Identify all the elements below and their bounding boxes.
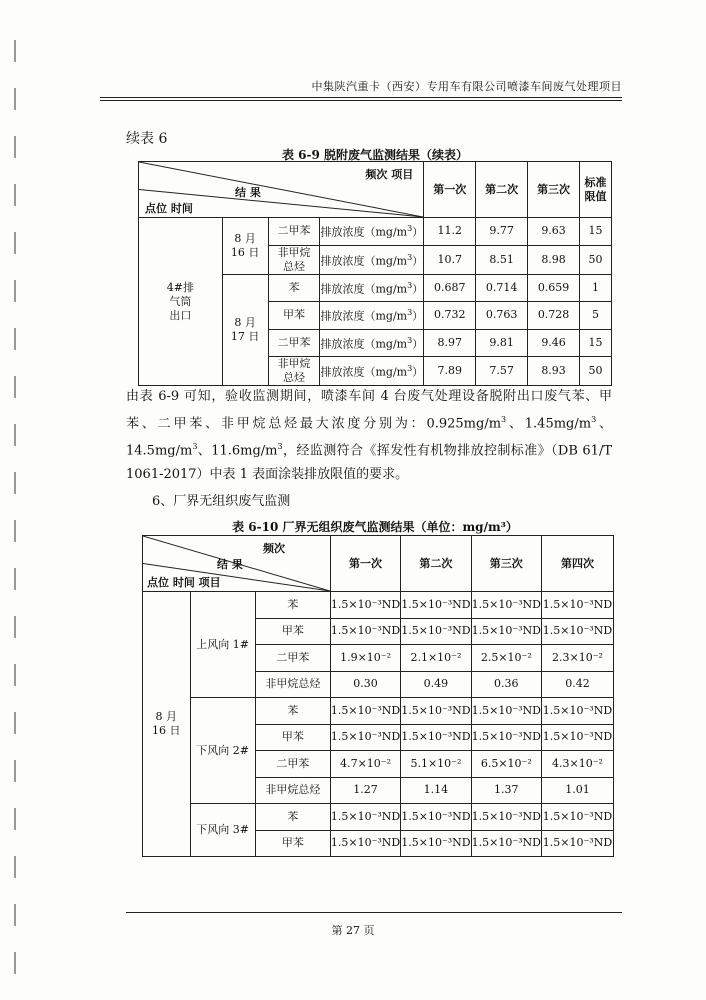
- value-cell: 1.5×10⁻³ND: [401, 592, 471, 619]
- metric-text: 排放浓度（mg/m: [320, 254, 408, 268]
- value-cell: 2.1×10⁻²: [401, 645, 471, 672]
- metric-cell: [320, 357, 424, 386]
- column-header: 第一次: [424, 162, 476, 218]
- metric-unit-sup: 3: [407, 364, 413, 374]
- site-cell: 下风向 2#: [190, 698, 255, 804]
- value-cell: 9.46: [528, 329, 580, 357]
- metric-cell: [320, 274, 424, 302]
- value-cell: 1.5×10⁻³ND: [330, 618, 400, 645]
- corner-bottom-label: 点位 时间: [145, 202, 193, 215]
- metric-end: ）: [412, 337, 424, 351]
- value-cell: 1.01: [541, 777, 613, 804]
- binding-mark: [14, 40, 16, 62]
- binding-mark: [14, 808, 16, 830]
- value-cell: 1.37: [471, 777, 541, 804]
- pollutant-cell: 二甲苯: [255, 645, 330, 672]
- pollutant-cell: 甲苯: [255, 618, 330, 645]
- column-header: 第三次: [528, 162, 580, 218]
- pollutant-cell: 非甲烷总烃: [255, 671, 330, 698]
- pollutant-cell: 非甲烷 总烃: [268, 357, 320, 386]
- table-6-9-caption: 表 6-9 脱附废气监测结果（续表）: [281, 148, 469, 162]
- binding-mark: [14, 856, 16, 878]
- binding-mark: [14, 328, 16, 350]
- value-cell: 1.5×10⁻³ND: [471, 618, 541, 645]
- corner-top-label: 频次 项目: [365, 168, 414, 181]
- site-cell: 上风向 1#: [190, 592, 255, 698]
- value-cell: 1.5×10⁻³ND: [471, 830, 541, 857]
- table-6-10-corner: [143, 536, 331, 592]
- value-cell: 1: [580, 274, 612, 302]
- column-header: 第四次: [541, 536, 613, 592]
- pollutant-cell: 二甲苯: [255, 751, 330, 778]
- binding-mark: [14, 712, 16, 734]
- pollutant-cell: 苯: [268, 274, 320, 302]
- value-cell: 11.2: [424, 218, 476, 246]
- value-cell: 1.5×10⁻³ND: [330, 592, 400, 619]
- metric-cell: [320, 245, 424, 274]
- value-cell: 1.5×10⁻³ND: [401, 698, 471, 725]
- metric-unit-sup: 3: [407, 308, 413, 318]
- pollutant-cell: 苯: [255, 698, 330, 725]
- value-cell: 0.30: [330, 671, 400, 698]
- table-6-9-corner: [139, 162, 424, 218]
- binding-mark: [14, 280, 16, 302]
- pollutant-cell: 甲苯: [255, 724, 330, 751]
- value-cell: 8.97: [424, 329, 476, 357]
- value-cell: 1.5×10⁻³ND: [330, 804, 400, 831]
- column-header: 第二次: [401, 536, 471, 592]
- section-title: 6、厂界无组织废气监测: [152, 494, 291, 509]
- value-cell: 1.5×10⁻³ND: [401, 830, 471, 857]
- metric-end: ）: [412, 310, 424, 324]
- value-cell: 9.77: [476, 218, 528, 246]
- value-cell: 0.763: [476, 302, 528, 330]
- pollutant-cell: 非甲烷 总烃: [268, 245, 320, 274]
- binding-mark: [14, 616, 16, 638]
- date-cell: 8 月 16 日: [143, 592, 191, 857]
- metric-text: 排放浓度（mg/m: [320, 310, 408, 324]
- value-cell: 50: [580, 245, 612, 274]
- binding-mark: [14, 136, 16, 158]
- table-6-10: [142, 535, 614, 857]
- column-header: 第三次: [471, 536, 541, 592]
- value-cell: 0.728: [528, 302, 580, 330]
- table-row: [143, 804, 614, 831]
- value-cell: 0.714: [476, 274, 528, 302]
- table-6-9: [138, 161, 612, 386]
- value-cell: 9.81: [476, 329, 528, 357]
- value-cell: 0.36: [471, 671, 541, 698]
- value-cell: 0.732: [424, 302, 476, 330]
- metric-text: 排放浓度（mg/m: [320, 282, 408, 296]
- binding-mark: [14, 952, 16, 974]
- metric-end: ）: [412, 226, 424, 240]
- page-number: 第 27 页: [331, 924, 375, 937]
- metric-text: 排放浓度（mg/m: [320, 337, 408, 351]
- pollutant-cell: 甲苯: [255, 830, 330, 857]
- column-header: 标准 限值: [580, 162, 612, 218]
- value-cell: 1.5×10⁻³ND: [541, 724, 613, 751]
- pollutant-cell: 甲苯: [268, 302, 320, 330]
- binding-mark: [14, 376, 16, 398]
- metric-text: 排放浓度（mg/m: [320, 226, 408, 240]
- value-cell: 1.5×10⁻³ND: [471, 698, 541, 725]
- site-cell: 下风向 3#: [190, 804, 255, 857]
- value-cell: 15: [580, 329, 612, 357]
- value-cell: 6.5×10⁻²: [471, 751, 541, 778]
- binding-marks: [14, 0, 22, 1000]
- pollutant-cell: 苯: [255, 804, 330, 831]
- value-cell: 1.5×10⁻³ND: [330, 698, 400, 725]
- footer-rule: [126, 912, 622, 913]
- value-cell: 8.93: [528, 357, 580, 386]
- continued-label: 续表 6: [126, 131, 168, 147]
- pollutant-cell: 苯: [255, 592, 330, 619]
- value-cell: 4.3×10⁻²: [541, 751, 613, 778]
- value-cell: 1.5×10⁻³ND: [330, 724, 400, 751]
- binding-mark: [14, 472, 16, 494]
- metric-cell: [320, 302, 424, 330]
- corner-middle-label: 结 果: [217, 558, 243, 571]
- value-cell: 10.7: [424, 245, 476, 274]
- metric-unit-sup: 3: [407, 252, 413, 262]
- value-cell: 5.1×10⁻²: [401, 751, 471, 778]
- binding-mark: [14, 424, 16, 446]
- value-cell: 8.51: [476, 245, 528, 274]
- value-cell: 0.42: [541, 671, 613, 698]
- metric-end: ）: [412, 254, 424, 268]
- value-cell: 5: [580, 302, 612, 330]
- value-cell: 1.5×10⁻³ND: [330, 830, 400, 857]
- corner-bottom-label: 点位 时间 项目: [147, 576, 221, 589]
- value-cell: 15: [580, 218, 612, 246]
- value-cell: 2.3×10⁻²: [541, 645, 613, 672]
- value-cell: 1.5×10⁻³ND: [401, 724, 471, 751]
- metric-unit-sup: 3: [407, 335, 413, 345]
- metric-cell: [320, 329, 424, 357]
- value-cell: 8.98: [528, 245, 580, 274]
- page-header: 中集陕汽重卡（西安）专用车有限公司喷漆车间废气处理项目: [100, 78, 622, 98]
- value-cell: 7.89: [424, 357, 476, 386]
- value-cell: 1.5×10⁻³ND: [541, 592, 613, 619]
- location-cell: 4#排 气筒 出口: [139, 218, 223, 386]
- value-cell: 1.9×10⁻²: [330, 645, 400, 672]
- value-cell: 1.5×10⁻³ND: [541, 804, 613, 831]
- binding-mark: [14, 232, 16, 254]
- pollutant-cell: 二甲苯: [268, 329, 320, 357]
- value-cell: 1.14: [401, 777, 471, 804]
- value-cell: 0.687: [424, 274, 476, 302]
- table-row: [143, 592, 614, 619]
- metric-end: ）: [412, 282, 424, 296]
- value-cell: 1.5×10⁻³ND: [541, 830, 613, 857]
- metric-unit-sup: 3: [407, 280, 413, 290]
- corner-middle-label: 结 果: [235, 186, 261, 199]
- column-header: 第二次: [476, 162, 528, 218]
- value-cell: 1.5×10⁻³ND: [401, 618, 471, 645]
- value-cell: 1.5×10⁻³ND: [471, 804, 541, 831]
- metric-text: 排放浓度（mg/m: [320, 365, 408, 379]
- value-cell: 4.7×10⁻²: [330, 751, 400, 778]
- value-cell: 0.659: [528, 274, 580, 302]
- table-row: [139, 218, 612, 246]
- metric-cell: [320, 218, 424, 246]
- table-row: [143, 698, 614, 725]
- binding-mark: [14, 184, 16, 206]
- value-cell: 1.5×10⁻³ND: [541, 618, 613, 645]
- binding-mark: [14, 568, 16, 590]
- binding-mark: [14, 760, 16, 782]
- value-cell: 50: [580, 357, 612, 386]
- metric-unit-sup: 3: [407, 224, 413, 234]
- value-cell: 1.5×10⁻³ND: [401, 804, 471, 831]
- value-cell: 9.63: [528, 218, 580, 246]
- value-cell: 1.27: [330, 777, 400, 804]
- binding-mark: [14, 664, 16, 686]
- binding-mark: [14, 520, 16, 542]
- value-cell: 2.5×10⁻²: [471, 645, 541, 672]
- column-header: 第一次: [330, 536, 400, 592]
- pollutant-cell: 二甲苯: [268, 218, 320, 246]
- value-cell: 1.5×10⁻³ND: [541, 698, 613, 725]
- value-cell: 1.5×10⁻³ND: [471, 592, 541, 619]
- value-cell: 0.49: [401, 671, 471, 698]
- table-6-10-caption: 表 6-10 厂界无组织废气监测结果（单位：mg/m³）: [232, 520, 518, 534]
- pollutant-cell: 非甲烷总烃: [255, 777, 330, 804]
- analysis-paragraph: 由表 6-9 可知，验收监测期间，喷漆车间 4 台废气处理设备脱附出口废气苯、甲苯、二甲苯、非甲烷总烃最大浓度分别为：$0.925mg/m^3$、$1.45mg/m^3$、$14.5mg/m^3$、$11.6mg/m^3$，经监测符合《挥发性有机物排放控制标准》（DB 61/T 1061-2017）中表 1 表面涂装排放限值的要求。: [126, 389, 612, 482]
- corner-top-label: 频次: [263, 542, 285, 555]
- value-cell: 1.5×10⁻³ND: [471, 724, 541, 751]
- binding-mark: [14, 88, 16, 110]
- date-cell: 8 月 16 日: [222, 218, 268, 275]
- value-cell: 7.57: [476, 357, 528, 386]
- metric-end: ）: [412, 365, 424, 379]
- date-cell: 8 月 17 日: [222, 274, 268, 386]
